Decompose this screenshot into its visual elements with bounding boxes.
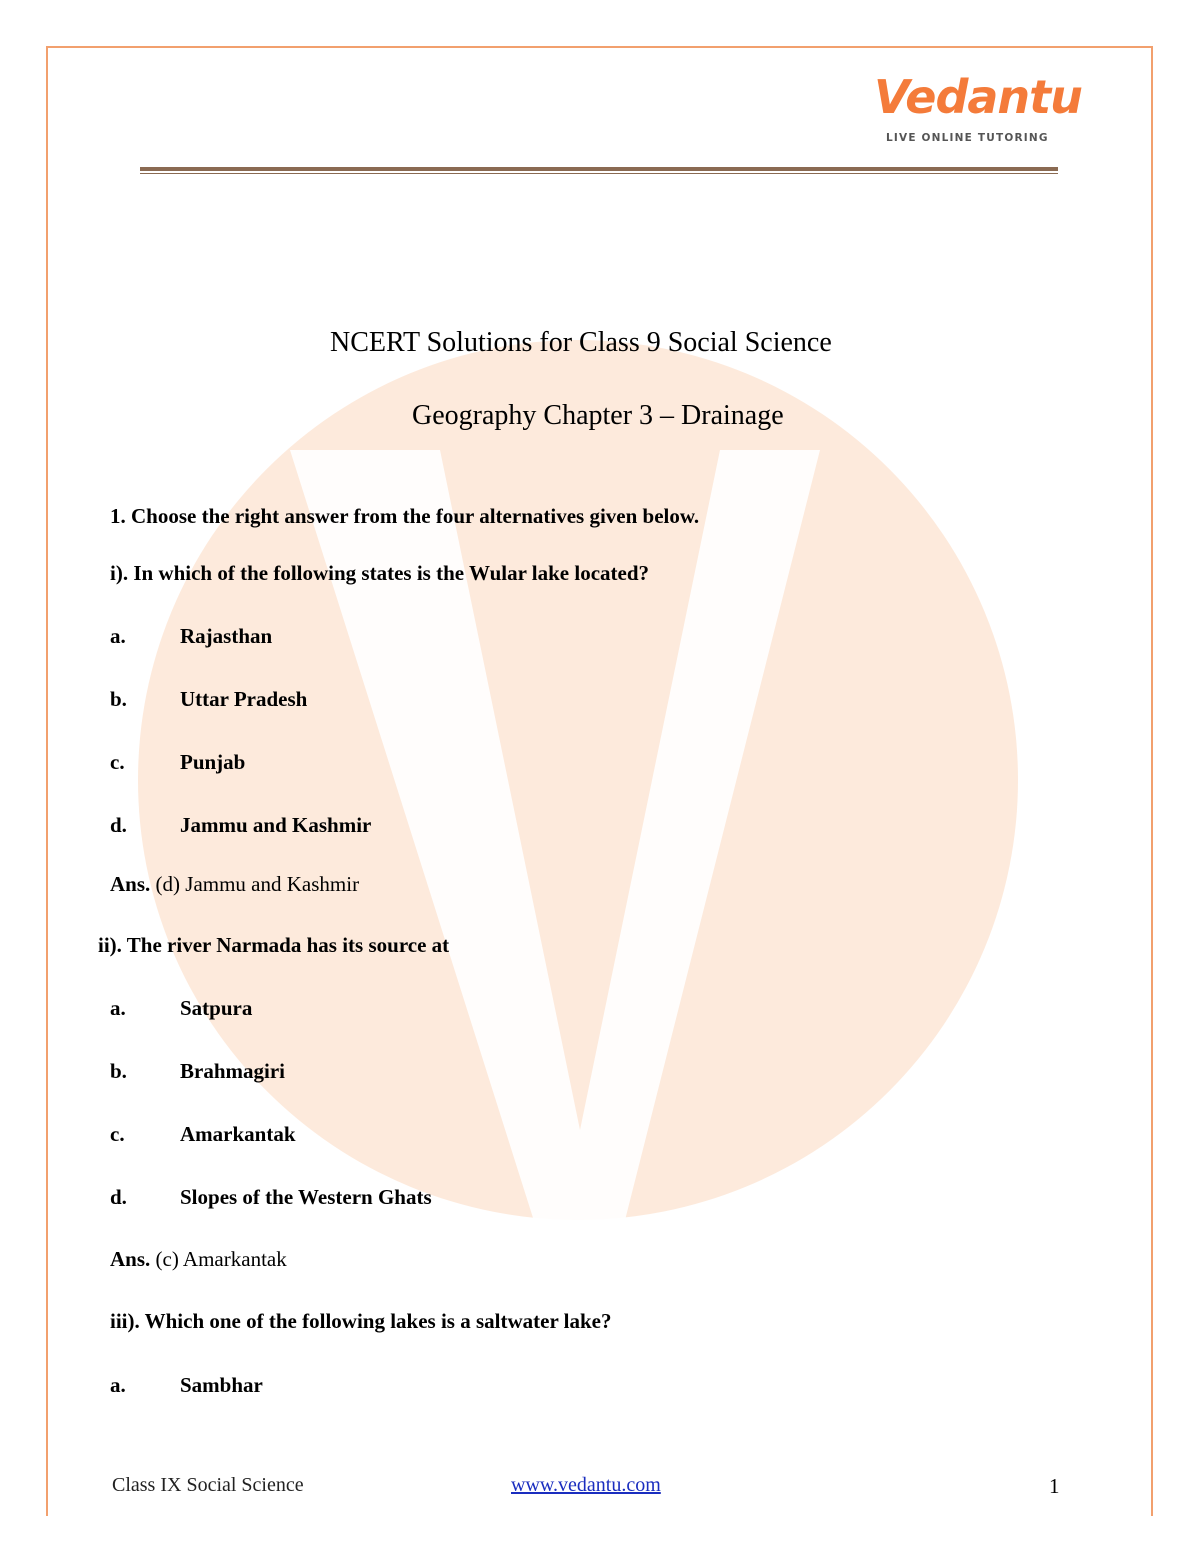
header-rule-thin [140,173,1058,174]
answer-label: Ans. [110,872,151,896]
question-iii: iii). Which one of the following lakes is a saltwater lake? [110,1309,612,1333]
answer-ii [110,1247,287,1272]
option-letter: a. [110,624,126,648]
page-title: NCERT Solutions for Class 9 Social Science [330,327,832,358]
option-text: Uttar Pradesh [180,687,308,711]
option-text: Rajasthan [180,624,273,648]
option-text: Amarkantak [180,1122,296,1146]
option-letter: c. [110,750,125,774]
answer-text: (c) Amarkantak [150,1247,287,1271]
question-ii: ii). The river Narmada has its source at [98,933,450,957]
header-rule-thick [140,167,1058,171]
option-text: Jammu and Kashmir [180,813,372,837]
option-letter: d. [110,813,127,837]
vedantu-logo [868,70,1082,150]
option-text: Brahmagiri [180,1059,285,1083]
option-letter: b. [110,1059,127,1083]
option-text: Slopes of the Western Ghats [180,1185,432,1209]
question-heading: 1. Choose the right answer from the four alternatives given below. [110,504,700,528]
option-letter: a. [110,996,126,1020]
logo-wordmark: Vedantu [874,70,1082,124]
watermark-circle [138,340,1018,1220]
option-letter: d. [110,1185,127,1209]
answer-text: (d) Jammu and Kashmir [150,872,360,896]
answer-label: Ans. [110,1247,151,1271]
option-text: Sambhar [180,1373,263,1397]
answer-i [110,872,359,897]
footer-course: Class IX Social Science [112,1474,304,1496]
page-subtitle: Geography Chapter 3 – Drainage [412,400,784,431]
option-text: Punjab [180,750,246,774]
page-number: 1 [1049,1474,1060,1498]
footer-website-link[interactable]: www.vedantu.com [511,1474,661,1496]
option-letter: a. [110,1373,126,1397]
option-text: Satpura [180,996,253,1020]
option-letter: b. [110,687,127,711]
logo-tagline: LIVE ONLINE TUTORING [886,132,1049,144]
option-letter: c. [110,1122,125,1146]
question-i: i). In which of the following states is the Wular lake located? [110,561,650,585]
